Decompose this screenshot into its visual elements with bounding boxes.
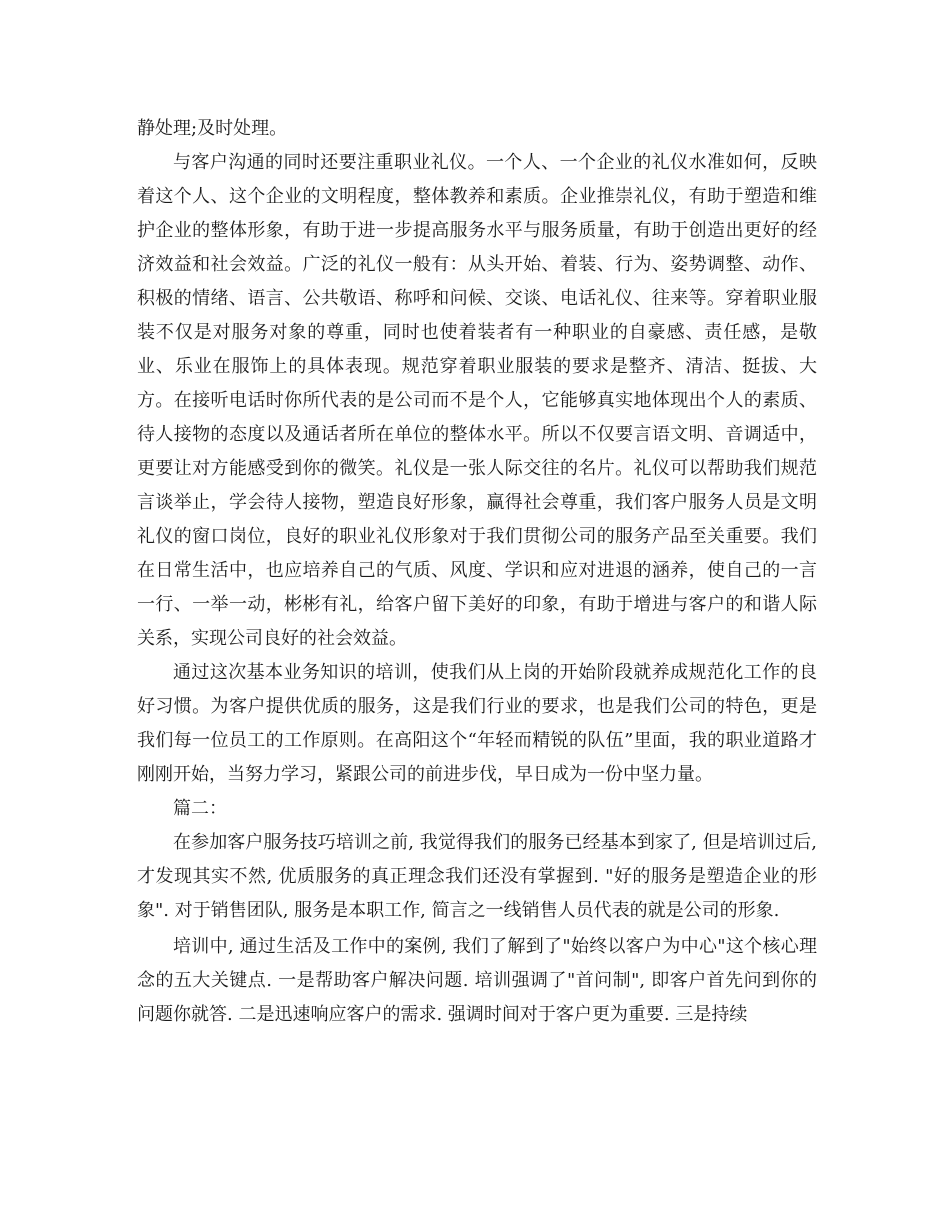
- section-heading: 篇二：: [173, 798, 227, 819]
- paragraph-service-skills: 在参加客户服务技巧培训之前, 我觉得我们的服务已经基本到家了, 但是培训过后, 才发现其实不然, 优质服务的真正理念我们还没有掌握到. "好的服务是塑造企业的形象". 对于销售团队, 服务是本职工作, 简言之一线销售人员代表的就是公司的形象.: [137, 832, 817, 921]
- paragraph-customer-centric: 培训中, 通过生活及工作中的案例, 我们了解到了"始终以客户为中心"这个核心理念的五大关键点. 一是帮助客户解决问题. 培训强调了"首问制", 即客户首先问到你的问题你就答. 二是迅速响应客户的需求. 强调时间对于客户更为重要. 三是持续: [137, 936, 817, 1025]
- paragraph-etiquette: 与客户沟通的同时还要注重职业礼仪。一个人、一个企业的礼仪水准如何，反映着这个人、这个企业的文明程度，整体教养和素质。企业推崇礼仪，有助于塑造和维护企业的整体形象，有助于进一步提高服务水平与服务质量，有助于创造出更好的经济效益和社会效益。广泛的礼仪一般有：从头开始、着装、行为、姿势调整、动作、积极的情绪、语言、公共敬语、称呼和问候、交谈、电话礼仪、往来等。穿着职业服装不仅是对服务对象的尊重，同时也使着装者有一种职业的自豪感、责任感，是敬业、乐业在服饰上的具体表现。规范穿着职业服装的要求是整齐、清洁、挺拔、大方。在接听电话时你所代表的是公司而不是个人，它能够真实地体现出个人的素质、待人接物的态度以及通话者所在单位的整体水平。所以不仅要言语文明、音调适中，更要让对方能感受到你的微笑。礼仪是一张人际交往的名片。礼仪可以帮助我们规范言谈举止，学会待人接物，塑造良好形象，赢得社会尊重，我们客户服务人员是文明礼仪的窗口岗位，良好的职业礼仪形象对于我们贯彻公司的服务产品至关重要。我们在日常生活中，也应培养自己的气质、风度、学识和应对进退的涵养，使自己的一言一行、一举一动，彬彬有礼，给客户留下美好的印象，有助于增进与客户的和谐人际关系，实现公司良好的社会效益。: [137, 152, 817, 649]
- paragraph-training-summary: 通过这次基本业务知识的培训，使我们从上岗的开始阶段就养成规范化工作的良好习惯。为客户提供优质的服务，这是我们行业的要求，也是我们公司的特色，更是我们每一位员工的工作原则。在高阳这个“年轻而精锐的队伍”里面，我的职业道路才刚刚开始，当努力学习，紧跟公司的前进步伐，早日成为一份中坚力量。: [137, 662, 817, 785]
- document-page: [137, 112, 817, 1032]
- paragraph-continuation: 静处理;及时处理。: [137, 118, 288, 139]
